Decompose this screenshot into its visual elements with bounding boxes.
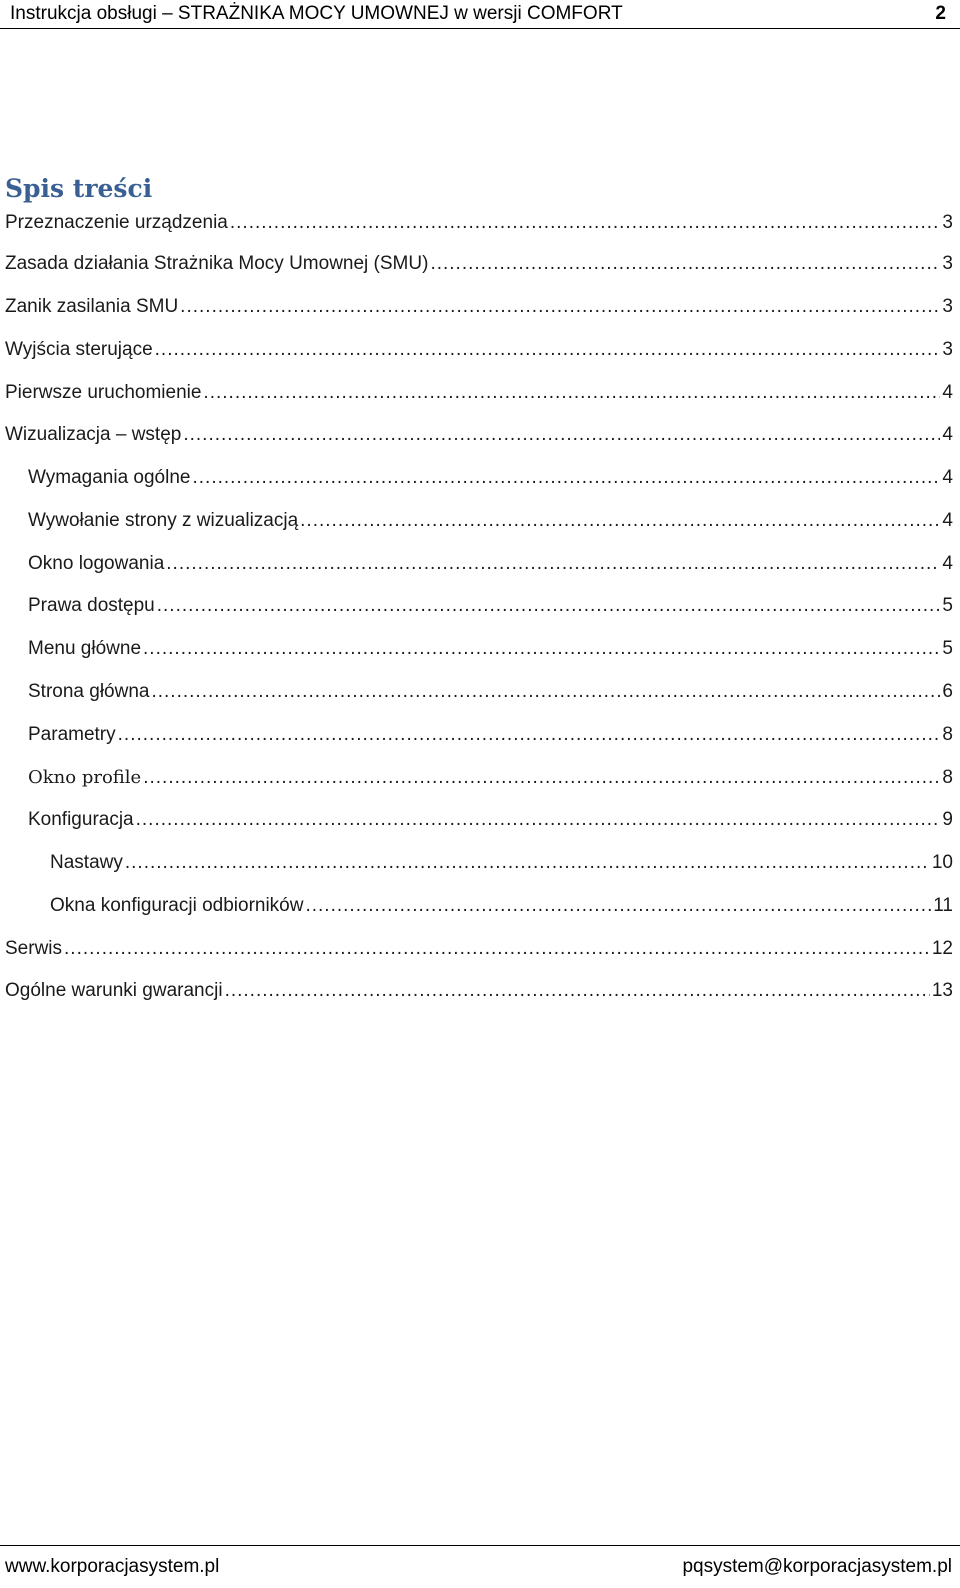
toc-entry-page: 4 bbox=[942, 510, 953, 531]
toc-entry[interactable] bbox=[5, 296, 953, 326]
toc-entry-title: Wymagania ogólne bbox=[28, 467, 191, 488]
toc-entry-title: Okna konfiguracji odbiorników bbox=[50, 895, 304, 916]
page-header bbox=[0, 0, 960, 29]
dot-leader bbox=[151, 681, 940, 703]
toc-entry-page: 5 bbox=[942, 638, 953, 659]
toc-entry[interactable] bbox=[28, 553, 953, 583]
dot-leader bbox=[166, 553, 940, 575]
toc-entry-page: 5 bbox=[942, 595, 953, 616]
toc-entry-page: 4 bbox=[942, 424, 953, 445]
toc-entry[interactable] bbox=[5, 980, 953, 1010]
footer-website: www.korporacjasystem.pl bbox=[5, 1556, 220, 1577]
toc-entry[interactable] bbox=[28, 510, 953, 540]
toc-entry-title: Serwis bbox=[5, 938, 63, 959]
toc-entry-page: 3 bbox=[942, 339, 953, 360]
toc-entry-page: 3 bbox=[942, 296, 953, 317]
dot-leader bbox=[136, 809, 941, 831]
toc-entry-title: Wizualizacja – wstęp bbox=[5, 424, 182, 445]
dot-leader bbox=[183, 424, 940, 446]
toc-entry[interactable] bbox=[5, 253, 953, 283]
toc-entry-page: 8 bbox=[942, 724, 953, 745]
toc-entry-page: 12 bbox=[931, 938, 953, 959]
page-footer bbox=[0, 1545, 960, 1588]
toc-entry-title: Parametry bbox=[28, 724, 116, 745]
page-number: 2 bbox=[935, 3, 946, 24]
toc-entry[interactable] bbox=[28, 638, 953, 668]
dot-leader bbox=[430, 253, 940, 275]
toc-entry-page: 10 bbox=[931, 852, 953, 873]
toc-heading: Spis treści bbox=[5, 174, 153, 203]
toc-entry-title: Menu główne bbox=[28, 638, 142, 659]
dot-leader bbox=[157, 595, 941, 617]
toc-entry[interactable] bbox=[5, 424, 953, 454]
dot-leader bbox=[143, 638, 940, 660]
toc-entry[interactable] bbox=[28, 681, 953, 711]
toc-entry[interactable] bbox=[28, 767, 953, 797]
toc-entry-page: 4 bbox=[942, 553, 953, 574]
toc-entry-title: Pierwsze uruchomienie bbox=[5, 382, 202, 403]
toc-entry[interactable] bbox=[5, 339, 953, 369]
dot-leader bbox=[305, 895, 931, 917]
dot-leader bbox=[143, 767, 940, 789]
toc-entry-page: 13 bbox=[931, 980, 953, 1001]
document-title: Instrukcja obsługi – STRAŻNIKA MOCY UMOWNEJ w wersji COMFORT bbox=[10, 3, 623, 24]
toc-entry-page: 4 bbox=[942, 467, 953, 488]
toc-entry-title: Zasada działania Strażnika Mocy Umownej (SMU) bbox=[5, 253, 429, 274]
toc-entry[interactable] bbox=[5, 382, 953, 412]
dot-leader bbox=[230, 212, 941, 234]
toc-entry-title: Strona główna bbox=[28, 681, 150, 702]
toc-entry[interactable] bbox=[5, 938, 953, 968]
toc-entry-page: 3 bbox=[942, 212, 953, 233]
footer-email: pqsystem@korporacjasystem.pl bbox=[682, 1556, 952, 1577]
toc-entry-page: 4 bbox=[942, 382, 953, 403]
dot-leader bbox=[118, 724, 941, 746]
toc-entry[interactable] bbox=[50, 852, 953, 882]
toc-entry-title: Okno logowania bbox=[28, 553, 165, 574]
dot-leader bbox=[64, 938, 930, 960]
toc-entry-title: Zanik zasilania SMU bbox=[5, 296, 179, 317]
toc-entry[interactable] bbox=[50, 895, 953, 925]
dot-leader bbox=[155, 339, 941, 361]
toc-entry-title: Przeznaczenie urządzenia bbox=[5, 212, 228, 233]
dot-leader bbox=[180, 296, 940, 318]
toc-entry-title: Wywołanie strony z wizualizacją bbox=[28, 510, 299, 531]
dot-leader bbox=[300, 510, 940, 532]
toc-entry-title: Wyjścia sterujące bbox=[5, 339, 153, 360]
toc-entry-page: 8 bbox=[942, 767, 953, 788]
toc-entry-title: Prawa dostępu bbox=[28, 595, 155, 616]
toc-entry-page: 3 bbox=[942, 253, 953, 274]
dot-leader bbox=[192, 467, 940, 489]
toc-entry-page: 9 bbox=[942, 809, 953, 830]
toc-entry[interactable] bbox=[28, 467, 953, 497]
toc-entry[interactable] bbox=[28, 724, 953, 754]
toc-entry-page: 6 bbox=[942, 681, 953, 702]
toc-entry[interactable] bbox=[28, 809, 953, 839]
toc-entry-title: Okno profile bbox=[28, 767, 142, 788]
toc-entry-title: Ogólne warunki gwarancji bbox=[5, 980, 223, 1001]
dot-leader bbox=[225, 980, 930, 1002]
toc-entry[interactable] bbox=[5, 212, 953, 242]
dot-leader bbox=[203, 382, 940, 404]
toc-entry-title: Nastawy bbox=[50, 852, 123, 873]
toc-entry-title: Konfiguracja bbox=[28, 809, 134, 830]
toc-entry[interactable] bbox=[28, 595, 953, 625]
dot-leader bbox=[125, 852, 930, 874]
toc-entry-page: 11 bbox=[933, 895, 953, 916]
